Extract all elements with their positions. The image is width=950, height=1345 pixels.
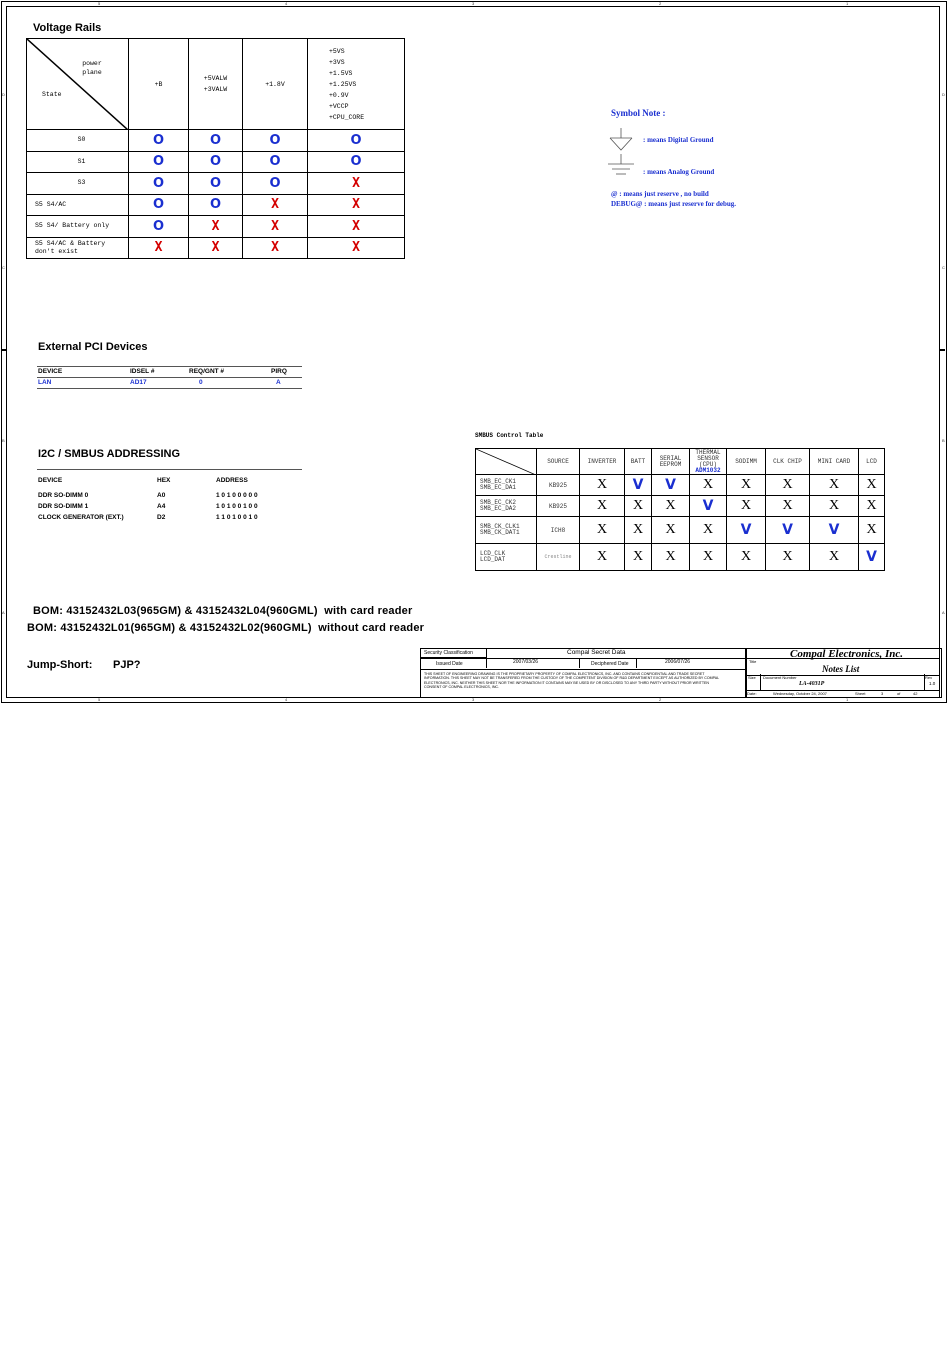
i2c-title: I2C / SMBUS ADDRESSING <box>38 448 181 460</box>
i2c-hex-cell: D2 <box>157 514 166 521</box>
voltage-rail-row <box>27 194 405 216</box>
smbus-access-cell <box>859 544 885 571</box>
zone-label-right: C <box>942 265 945 270</box>
state-label: State <box>42 91 62 98</box>
not-connected-mark: X <box>740 549 752 564</box>
company-name: Compal Electronics, Inc. <box>790 648 904 660</box>
digital-ground-note: : means Digital Ground <box>643 136 714 144</box>
smbus-access-cell <box>727 544 766 571</box>
rail-status-cell <box>189 130 243 152</box>
rail-status-cell <box>308 216 405 238</box>
pci-header-device: DEVICE <box>38 368 63 375</box>
not-connected-mark: X <box>866 477 877 492</box>
pci-devices-title: External PCI Devices <box>38 341 148 353</box>
security-label: Security Classification <box>424 650 473 656</box>
smbus-access-cell <box>859 475 885 496</box>
smbus-access-cell <box>652 496 690 517</box>
document-number-label: Document Number <box>763 675 797 680</box>
rail-status-cell <box>308 151 405 173</box>
smbus-row <box>476 496 885 517</box>
not-connected-mark: X <box>632 549 644 564</box>
smbus-source-cell: KB925 <box>537 496 580 517</box>
smbus-access-cell <box>810 544 859 571</box>
rail-on-mark: O <box>269 154 281 170</box>
rev-label: Rev <box>925 675 933 680</box>
smbus-header: SERIAL EEPROM <box>652 449 690 475</box>
rail-status-cell <box>308 130 405 152</box>
date-value: Wednesday, October 24, 2007 <box>773 691 827 696</box>
i2c-header-device: DEVICE <box>38 477 63 484</box>
i2c-rule-top <box>37 469 302 470</box>
deciphered-date-label: Deciphered Date <box>591 661 629 667</box>
smbus-access-cell <box>766 517 810 544</box>
i2c-hex-cell: A0 <box>157 492 166 499</box>
title-label: Title <box>749 659 757 664</box>
smbus-access-cell <box>580 517 625 544</box>
rail-off-mark: X <box>352 175 360 191</box>
column-header: +5VALW +3VALW <box>189 39 243 130</box>
smbus-header: THERMAL SENSOR (CPU) <box>695 448 721 468</box>
smbus-bus-cell: SMB_EC_CK2 SMB_EC_DA2 <box>476 496 537 517</box>
bom-line-2: BOM: 43152432L01(965GM) & 43152432L02(960GML) without card reader <box>27 622 425 634</box>
rail-off-mark: X <box>271 240 279 256</box>
zone-label-right: D <box>942 92 945 97</box>
voltage-rails-title: Voltage Rails <box>33 22 102 34</box>
rail-off-mark: X <box>352 240 360 256</box>
smbus-row <box>476 517 885 544</box>
pci-pirq-cell: A <box>276 379 281 386</box>
reserve-note: @ : means just reserve , no build <box>611 190 709 198</box>
pci-reqgnt-cell: 0 <box>199 379 203 386</box>
rail-status-cell <box>189 194 243 216</box>
smbus-bus-cell: LCD_CLK LCD_DAT <box>476 544 537 571</box>
smbus-access-cell <box>859 496 885 517</box>
rev-value: 1.0 <box>929 681 936 686</box>
smbus-access-cell <box>690 544 727 571</box>
sheet-value: 3 <box>881 691 884 696</box>
zone-label-bottom: 4 <box>285 697 288 702</box>
confidentiality-notice: THIS SHEET OF ENGINEERING DRAWING IS THE PROPRIETARY PROPERTY OF COMPAL ELECTRONICS, INC. AND CONTAINS CONFIDENTIAL AND TRADE SECRET INFORMATION. THIS SHEET MAY NOT BE TRANSFERED FROM THE CUSTODY OF THE COMPETENT DIVISION OF R&D DEPARTMENT EXCEPT AS AUTHORIZED BY COMPAL ELECTRONICS, INC. NEITHER THIS SHEET NOR THE INFORMATION IT CONTAINS MAY BE USED BY OR DISCLOSED TO ANY THIRD PARTY WITHOUT PRIOR WRITTEN CONSENT OF COMPAL ELECTRONICS, INC. <box>424 672 719 690</box>
connected-mark: V <box>828 522 840 538</box>
pci-rule-bottom <box>37 388 302 389</box>
smbus-corner-cell <box>476 449 537 475</box>
rail-status-cell <box>129 237 189 259</box>
not-connected-mark: X <box>782 477 793 492</box>
connected-mark: V <box>782 522 793 538</box>
not-connected-mark: X <box>632 522 644 537</box>
rail-status-cell <box>243 130 308 152</box>
not-connected-mark: X <box>740 498 752 513</box>
rail-on-mark: O <box>209 132 222 148</box>
rail-on-mark: O <box>152 132 165 148</box>
pci-rule-mid <box>37 377 302 378</box>
zone-label-bottom: 1 <box>846 697 849 702</box>
not-connected-mark: X <box>665 522 676 537</box>
zone-label-left: C <box>2 265 5 270</box>
rail-off-mark: X <box>154 240 163 256</box>
smbus-header: LCD <box>859 449 885 475</box>
i2c-address-cell: 1 1 0 1 0 0 1 0 <box>216 514 258 521</box>
not-connected-mark: X <box>828 477 840 492</box>
of-label: of <box>897 691 901 696</box>
smbus-access-cell <box>727 496 766 517</box>
not-connected-mark: X <box>702 522 714 537</box>
thermal-part-label: ADM1032 <box>695 466 721 474</box>
zone-label-right: B <box>942 438 945 443</box>
smbus-access-cell <box>690 496 727 517</box>
smbus-header: SODIMM <box>727 449 766 475</box>
smbus-access-cell <box>580 544 625 571</box>
jump-short-label: Jump-Short: <box>27 659 93 671</box>
smbus-access-cell <box>625 544 652 571</box>
smbus-access-cell <box>727 475 766 496</box>
rail-status-cell <box>308 173 405 195</box>
pci-rule-top <box>37 366 302 367</box>
not-connected-mark: X <box>740 477 752 492</box>
i2c-hex-cell: A4 <box>157 503 166 510</box>
bom-line-1: BOM: 43152432L03(965GM) & 43152432L04(960GML) with card reader <box>33 605 413 617</box>
i2c-device-cell: DDR SO-DIMM 1 <box>38 503 89 510</box>
rail-on-mark: O <box>152 154 165 170</box>
rail-off-mark: X <box>211 218 220 234</box>
smbus-access-cell <box>580 475 625 496</box>
not-connected-mark: X <box>596 549 608 564</box>
smbus-access-cell <box>690 475 727 496</box>
rail-on-mark: O <box>350 132 362 148</box>
voltage-rail-row <box>27 237 405 259</box>
smbus-access-cell <box>625 496 652 517</box>
rail-off-mark: X <box>352 218 360 234</box>
voltage-rail-row <box>27 173 405 195</box>
smbus-header: CLK CHIP <box>766 449 810 475</box>
security-value: Compal Secret Data <box>567 649 626 656</box>
i2c-header-address: ADDRESS <box>216 477 248 484</box>
smbus-header: BATT <box>625 449 652 475</box>
rail-on-mark: O <box>152 175 165 191</box>
smbus-access-cell <box>859 517 885 544</box>
zone-label-top: 3 <box>472 1 475 6</box>
rail-on-mark: O <box>152 218 165 234</box>
issued-date-value: 2007/03/26 <box>513 659 539 665</box>
rail-status-cell <box>129 194 189 216</box>
not-connected-mark: X <box>828 549 840 564</box>
i2c-address-cell: 1 0 1 0 0 1 0 0 <box>216 503 258 510</box>
not-connected-mark: X <box>782 498 793 513</box>
i2c-device-cell: DDR SO-DIMM 0 <box>38 492 89 499</box>
analog-ground-note: : means Analog Ground <box>643 168 715 176</box>
ground-symbols <box>608 128 638 183</box>
pci-header-pirq: PIRQ <box>271 368 287 375</box>
smbus-table-title: SMBUS Control Table <box>475 432 544 439</box>
zone-label-bottom: 3 <box>472 697 475 702</box>
voltage-rail-row <box>27 130 405 152</box>
state-cell: S3 <box>27 173 129 195</box>
jump-short-value: PJP? <box>113 659 141 671</box>
i2c-device-cell: CLOCK GENERATOR (EXT.) <box>38 514 124 521</box>
document-number: LA-4031P <box>799 681 825 687</box>
smbus-access-cell <box>652 475 690 496</box>
size-label: Size <box>748 675 756 680</box>
not-connected-mark: X <box>866 498 877 513</box>
rail-off-mark: X <box>271 218 279 234</box>
zone-label-right: A <box>942 610 945 615</box>
header-diagonal-cell <box>27 39 129 130</box>
smbus-access-cell <box>727 517 766 544</box>
smbus-access-cell <box>652 517 690 544</box>
deciphered-date-value: 2006/07/26 <box>665 659 691 665</box>
of-value: 42 <box>913 691 918 696</box>
smbus-bus-cell: SMB_EC_CK1 SMB_EC_DA1 <box>476 475 537 496</box>
rail-off-mark: X <box>352 197 360 213</box>
smbus-access-cell <box>690 517 727 544</box>
smbus-source-cell: Crestline <box>537 544 580 571</box>
smbus-row <box>476 475 885 496</box>
rail-on-mark: O <box>209 175 222 191</box>
zone-label-top: 1 <box>846 1 849 6</box>
state-cell: S5 S4/AC <box>27 194 129 216</box>
rail-status-cell <box>129 216 189 238</box>
smbus-access-cell <box>766 544 810 571</box>
smbus-header: INVERTER <box>580 449 625 475</box>
not-connected-mark: X <box>665 549 676 564</box>
date-label: Date: <box>747 691 757 696</box>
smbus-access-cell <box>766 496 810 517</box>
symbol-note-title: Symbol Note : <box>611 108 666 118</box>
diagonal-divider <box>27 39 128 130</box>
smbus-access-cell <box>766 475 810 496</box>
column-header: +1.8V <box>243 39 308 130</box>
smbus-control-table <box>475 448 885 571</box>
rail-status-cell <box>129 130 189 152</box>
state-cell: S1 <box>27 151 129 173</box>
zone-label-left: A <box>2 610 5 615</box>
rail-status-cell <box>243 194 308 216</box>
zone-label-top: 5 <box>98 1 101 6</box>
connected-mark: V <box>740 522 752 538</box>
connected-mark: V <box>632 477 644 493</box>
rail-on-mark: O <box>269 175 281 191</box>
voltage-rail-row <box>27 216 405 238</box>
not-connected-mark: X <box>632 498 644 513</box>
rail-status-cell <box>129 151 189 173</box>
rail-status-cell <box>243 216 308 238</box>
rail-status-cell <box>189 173 243 195</box>
rail-on-mark: O <box>350 154 362 170</box>
center-mark <box>1 349 6 351</box>
not-connected-mark: X <box>782 549 793 564</box>
i2c-address-cell: 1 0 1 0 0 0 0 0 <box>216 492 258 499</box>
power-plane-label: power plane <box>82 60 106 76</box>
issued-date-label: Issued Date <box>436 661 463 667</box>
smbus-access-cell <box>580 496 625 517</box>
connected-mark: V <box>702 498 714 514</box>
zone-label-left: D <box>2 92 5 97</box>
analog-ground-icon <box>608 154 634 174</box>
smbus-access-cell <box>625 475 652 496</box>
rail-on-mark: O <box>209 154 222 170</box>
smbus-bus-cell: SMB_CK_CLK1 SMB_CK_DAT1 <box>476 517 537 544</box>
smbus-access-cell <box>810 517 859 544</box>
sheet-label: Sheet <box>855 691 866 696</box>
smbus-header: SOURCE <box>537 449 580 475</box>
smbus-source-cell: ICH8 <box>537 517 580 544</box>
pci-header-idsel: IDSEL # <box>130 368 155 375</box>
connected-mark: V <box>665 477 676 493</box>
smbus-access-cell <box>625 517 652 544</box>
smbus-row <box>476 544 885 571</box>
rail-status-cell <box>189 216 243 238</box>
state-cell: S0 <box>27 130 129 152</box>
smbus-access-cell <box>810 496 859 517</box>
rail-status-cell <box>129 173 189 195</box>
column-header: +B <box>129 39 189 130</box>
rail-status-cell <box>243 151 308 173</box>
rail-status-cell <box>243 237 308 259</box>
not-connected-mark: X <box>702 477 714 492</box>
pci-header-reqgnt: REQ/GNT # <box>189 368 225 375</box>
not-connected-mark: X <box>596 522 608 537</box>
not-connected-mark: X <box>828 498 840 513</box>
debug-note: DEBUG@ : means just reserve for debug. <box>611 200 737 208</box>
rail-status-cell <box>189 151 243 173</box>
zone-label-left: B <box>2 438 5 443</box>
zone-label-bottom: 2 <box>659 697 662 702</box>
voltage-rail-row <box>27 151 405 173</box>
not-connected-mark: X <box>702 549 714 564</box>
rail-status-cell <box>243 173 308 195</box>
pci-device-cell: LAN <box>38 379 52 386</box>
smbus-header-thermal <box>690 449 727 475</box>
pci-idsel-cell: AD17 <box>130 379 147 386</box>
column-header: +5VS +3VS +1.5VS +1.25VS +0.9V +VCCP +CPU_CORE <box>308 39 405 130</box>
diagonal-divider <box>476 449 536 475</box>
smbus-source-cell: KB925 <box>537 475 580 496</box>
zone-label-top: 2 <box>659 1 662 6</box>
zone-label-bottom: 5 <box>98 697 101 702</box>
i2c-header-hex: HEX <box>157 477 171 484</box>
rail-status-cell <box>308 237 405 259</box>
smbus-access-cell <box>810 475 859 496</box>
rail-on-mark: O <box>269 132 281 148</box>
zone-label-top: 4 <box>285 1 288 6</box>
state-cell: S5 S4/ Battery only <box>27 216 129 238</box>
state-cell: S5 S4/AC & Battery don't exist <box>27 237 129 259</box>
rail-off-mark: X <box>271 197 279 213</box>
center-mark <box>940 349 945 351</box>
rail-off-mark: X <box>211 240 220 256</box>
not-connected-mark: X <box>866 522 877 537</box>
connected-mark: V <box>866 549 877 565</box>
voltage-rails-table <box>26 38 405 259</box>
rail-on-mark: O <box>209 197 222 213</box>
rail-status-cell <box>189 237 243 259</box>
not-connected-mark: X <box>665 498 676 513</box>
not-connected-mark: X <box>596 477 608 492</box>
smbus-access-cell <box>652 544 690 571</box>
digital-ground-icon <box>610 128 632 150</box>
rail-on-mark: O <box>152 197 165 213</box>
rail-status-cell <box>308 194 405 216</box>
sheet-title: Notes List <box>822 664 860 674</box>
smbus-header: MINI CARD <box>810 449 859 475</box>
not-connected-mark: X <box>596 498 608 513</box>
